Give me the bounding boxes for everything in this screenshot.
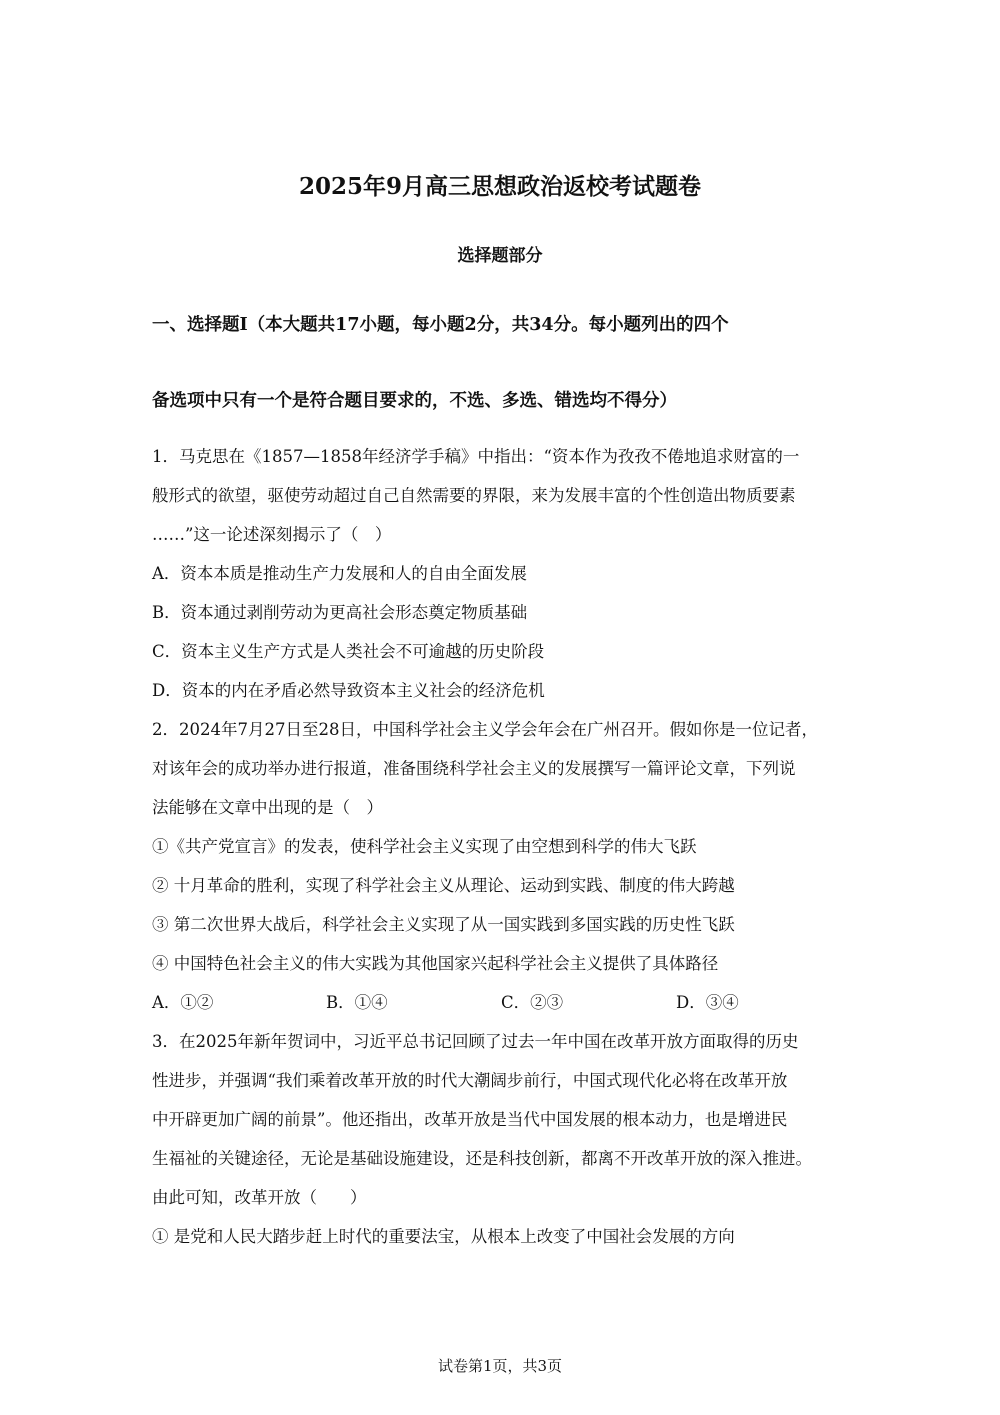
q2-option-b: B．①④ xyxy=(326,993,388,1012)
q3-stem-line-4: 生福祉的关键途径，无论是基础设施建设，还是科技创新，都离不开改革开放的深入推进。 xyxy=(152,1149,812,1168)
q2-item-2: ② 十月革命的胜利，实现了科学社会主义从理论、运动到实践、制度的伟大跨越 xyxy=(152,876,735,895)
q2-stem-line-1: 2．2024年7月27日至28日，中国科学社会主义学会年会在广州召开。假如你是一位记者， xyxy=(152,720,818,739)
q2-stem-line-3: 法能够在文章中出现的是（ ） xyxy=(152,798,383,817)
q2-stem-line-2: 对该年会的成功举办进行报道，准备围绕科学社会主义的发展撰写一篇评论文章，下列说 xyxy=(152,759,796,778)
q3-stem-line-1: 3．在2025年新年贺词中，习近平总书记回顾了过去一年中国在改革开放方面取得的历史 xyxy=(152,1032,799,1051)
q1-option-a: A．资本本质是推动生产力发展和人的自由全面发展 xyxy=(152,564,527,583)
q2-item-1: ①《共产党宣言》的发表，使科学社会主义实现了由空想到科学的伟大飞跃 xyxy=(152,837,697,856)
q1-option-c: C．资本主义生产方式是人类社会不可逾越的历史阶段 xyxy=(152,642,545,661)
section-subtitle: 选择题部分 xyxy=(457,246,543,266)
exam-title: 2025年9月高三思想政治返校考试题卷 xyxy=(298,173,702,200)
q3-stem-line-5: 由此可知，改革开放（ ） xyxy=(152,1188,367,1207)
q2-option-d: D．③④ xyxy=(676,993,739,1012)
q2-option-a: A．①② xyxy=(152,993,214,1012)
q2-item-4: ④ 中国特色社会主义的伟大实践为其他国家兴起科学社会主义提供了具体路径 xyxy=(152,954,719,973)
q1-option-d: D．资本的内在矛盾必然导致资本主义社会的经济危机 xyxy=(152,681,545,700)
q3-stem-line-3: 中开辟更加广阔的前景”。他还指出，改革开放是当代中国发展的根本动力，也是增进民 xyxy=(152,1110,788,1129)
q1-stem-line-3: ……”这一论述深刻揭示了（ ） xyxy=(152,525,392,544)
section-heading-line-1: 一、选择题Ⅰ（本大题共17小题，每小题2分，共34分。每小题列出的四个 xyxy=(152,315,729,335)
q3-item-1: ① 是党和人民大踏步赶上时代的重要法宝，从根本上改变了中国社会发展的方向 xyxy=(152,1227,735,1246)
section-heading-line-2: 备选项中只有一个是符合题目要求的，不选、多选、错选均不得分） xyxy=(152,391,677,411)
page-footer: 试卷第1页，共3页 xyxy=(437,1357,563,1375)
q2-option-c: C．②③ xyxy=(501,993,564,1012)
q2-item-3: ③ 第二次世界大战后，科学社会主义实现了从一国实践到多国实践的历史性飞跃 xyxy=(152,915,735,934)
q3-stem-line-2: 性进步，并强调“我们乘着改革开放的时代大潮阔步前行，中国式现代化必将在改革开放 xyxy=(152,1071,788,1090)
q1-stem-line-2: 般形式的欲望，驱使劳动超过自己自然需要的界限，来为发展丰富的个性创造出物质要素 xyxy=(152,486,796,505)
q1-option-b: B．资本通过剥削劳动为更高社会形态奠定物质基础 xyxy=(152,603,528,622)
q1-stem-line-1: 1．马克思在《1857—1858年经济学手稿》中指出：“资本作为孜孜不倦地追求财富的一 xyxy=(152,447,800,466)
